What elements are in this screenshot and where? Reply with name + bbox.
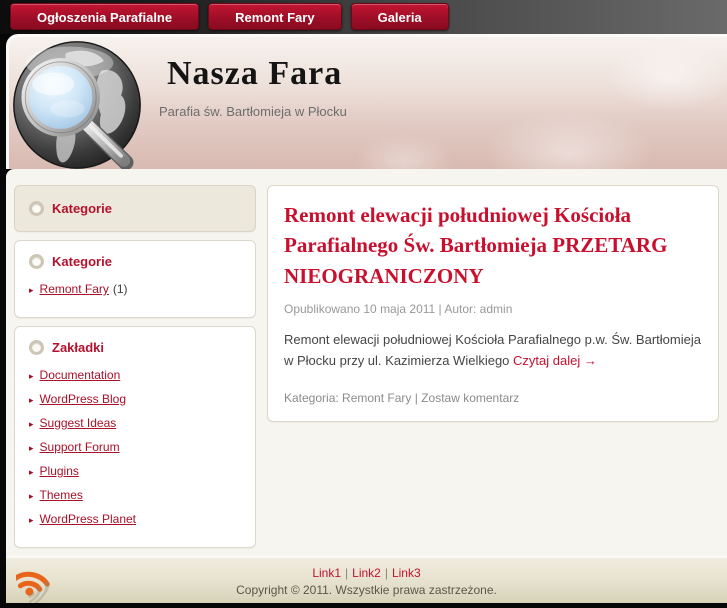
separator: | <box>411 390 422 405</box>
footer-link-1[interactable]: Link1 <box>312 566 342 580</box>
list-item <box>29 281 241 299</box>
post-category-link[interactable]: Remont Fary <box>342 390 412 405</box>
top-nav-bar <box>0 0 727 34</box>
rss-feed-icon[interactable] <box>16 563 60 603</box>
site-footer <box>6 556 727 603</box>
sidebar-categories-box <box>14 240 256 318</box>
sidebar-title-box <box>14 185 256 232</box>
main-content <box>267 185 719 422</box>
list-item <box>29 487 241 505</box>
widget-title-zakladki <box>29 340 241 355</box>
footer-link-2[interactable]: Link2 <box>352 566 381 580</box>
footer-link-3[interactable]: Link3 <box>391 566 421 580</box>
bookmark-link-support-forum[interactable]: Support Forum <box>39 440 120 454</box>
arrow-bullet-icon: ▸ <box>29 467 34 477</box>
category-count: (1) <box>112 282 128 296</box>
bookmark-link-documentation[interactable]: Documentation <box>39 368 121 382</box>
bookmarks-list <box>29 367 241 529</box>
list-item <box>29 391 241 409</box>
site-header <box>6 34 727 169</box>
widget-title-label: Zakładki <box>52 340 105 355</box>
nav-button-ogloszenia-parafialne[interactable]: Ogłoszenia Parafialne <box>10 3 199 30</box>
arrow-bullet-icon: ▸ <box>29 285 34 295</box>
widget-title-label: Kategorie <box>52 254 112 269</box>
bookmark-link-wordpress-planet[interactable]: WordPress Planet <box>39 512 137 526</box>
read-more-link[interactable]: Czytaj dalej → <box>513 353 597 369</box>
categories-list <box>29 281 241 299</box>
arrow-bullet-icon: ▸ <box>29 515 34 525</box>
site-title: Nasza Fara <box>167 55 343 92</box>
list-item <box>29 415 241 433</box>
widget-title-label: Kategorie <box>52 201 112 216</box>
arrow-bullet-icon: ▸ <box>29 443 34 453</box>
bookmark-link-plugins[interactable]: Plugins <box>39 464 79 478</box>
list-item <box>29 463 241 481</box>
post-title[interactable]: Remont elewacji południowej Kościoła Parafialnego Św. Bartłomieja PRZETARG NIEOGRANICZONY <box>284 203 668 288</box>
separator: | <box>384 566 388 580</box>
footer-links <box>6 566 727 580</box>
separator: | <box>345 566 349 580</box>
post-excerpt-text: Remont elewacji południowej Kościoła Parafialnego p.w. Św. Bartłomieja w Płocku przy ul. Kazimierza Wielkiego <box>284 332 701 369</box>
sidebar-bookmarks-box <box>14 326 256 548</box>
list-item <box>29 511 241 529</box>
widget-title-kategorie-2 <box>29 254 241 269</box>
category-label: Kategoria: <box>284 390 343 405</box>
list-item <box>29 439 241 457</box>
arrow-bullet-icon: ▸ <box>29 395 34 405</box>
site-subtitle: Parafia św. Bartłomieja w Płocku <box>159 104 347 119</box>
post-footer-meta <box>284 391 702 405</box>
bookmark-link-themes[interactable]: Themes <box>39 488 83 502</box>
ring-bullet-icon <box>29 201 44 216</box>
post-meta: Opublikowano 10 maja 2011 | Autor: admin <box>284 302 513 317</box>
globe-magnifier-logo-icon <box>10 38 144 169</box>
nav-button-galeria[interactable]: Galeria <box>351 3 449 30</box>
arrow-bullet-icon: ▸ <box>29 491 34 501</box>
sidebar <box>14 185 256 556</box>
bookmark-link-suggest-ideas[interactable]: Suggest Ideas <box>39 416 117 430</box>
leave-comment-link[interactable]: Zostaw komentarz <box>421 390 520 405</box>
copyright-text: Copyright © 2011. Wszystkie prawa zastrzeżone. <box>236 583 497 597</box>
arrow-bullet-icon: ▸ <box>29 419 34 429</box>
arrow-bullet-icon: ▸ <box>29 371 34 381</box>
site-container <box>6 34 727 603</box>
nav-button-remont-fary[interactable]: Remont Fary <box>208 3 341 30</box>
bookmark-link-wordpress-blog[interactable]: WordPress Blog <box>39 392 127 406</box>
ring-bullet-icon <box>29 254 44 269</box>
post-excerpt <box>284 330 702 372</box>
post-article <box>267 185 719 422</box>
ring-bullet-icon <box>29 340 44 355</box>
content-wrapper <box>6 169 727 556</box>
list-item <box>29 367 241 385</box>
category-link-remont-fary[interactable]: Remont Fary <box>39 282 109 296</box>
widget-title-kategorie <box>29 201 241 216</box>
header-text <box>159 37 727 119</box>
